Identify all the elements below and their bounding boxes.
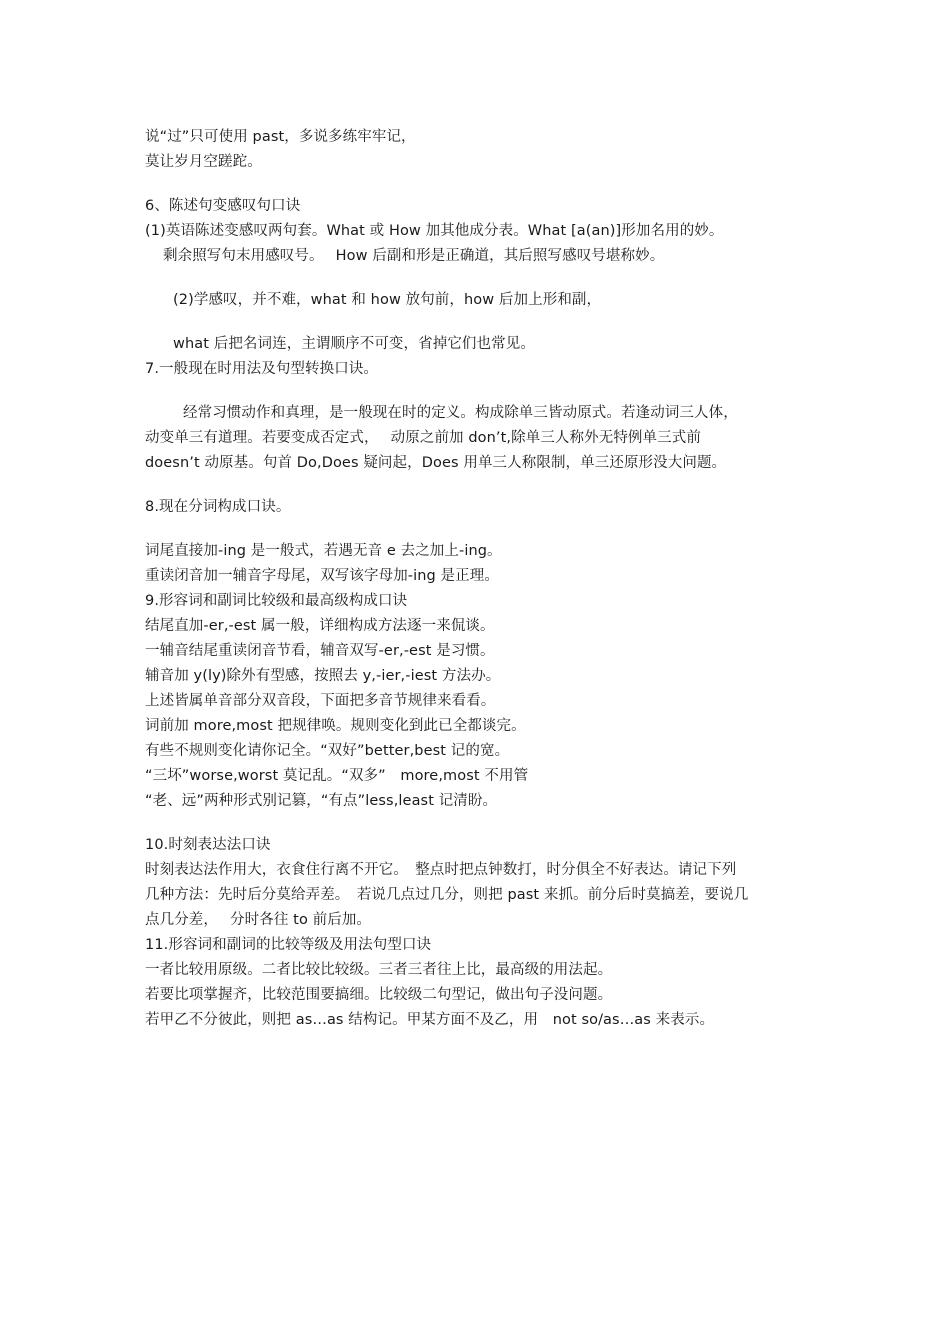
text-line-27: 点几分差， 分时各往 to 前后加。: [145, 912, 372, 928]
text-line-30: 若要比项掌握齐，比较范围要搞细。比较级二句型记，做出句子没问题。: [145, 987, 613, 1003]
text-line-18: 辅音加 y(ly)除外有型感，按照去 y,-ier,-iest 方法办。: [145, 668, 501, 684]
text-line-17: 一辅音结尾重读闭音节看，辅音双写-er,-est 是习惯。: [145, 643, 495, 659]
text-line-29: 一者比较用原级。二者比较比较级。三者三者往上比，最高级的用法起。: [145, 962, 613, 978]
text-line-20: 词前加 more,most 把规律唤。规则变化到此已全都谈完。: [145, 718, 526, 734]
text-line-10: 动变单三有道理。若要变成否定式， 动原之前加 don’t,除单三人称外无特例单三式前: [145, 430, 701, 446]
text-line-16: 结尾直加-er,-est 属一般，详细构成方法逐一来侃谈。: [145, 618, 495, 634]
section-heading-8: 8.现在分词构成口诀。: [145, 499, 291, 515]
section-heading-11: 11.形容词和副词的比较等级及用法句型口诀: [145, 937, 432, 953]
text-line-11: doesn’t 动原基。句首 Do,Does 疑问起，Does 用单三人称限制，单三还原形没大问题。: [145, 455, 727, 471]
text-line-23: “老、远”两种形式别记篡，“有点”less,least 记清盼。: [145, 793, 498, 809]
text-line-5: 剩余照写句末用感叹号。 How 后副和形是正确道，其后照写感叹号堪称妙。: [163, 248, 665, 264]
text-line-26: 几种方法：先时后分莫给弄差。 若说几点过几分，则把 past 来抓。前分后时莫搞差，要说几: [145, 887, 749, 903]
text-line-2: 莫让岁月空蹉跎。: [145, 154, 262, 170]
text-line-13: 词尾直接加-ing 是一般式，若遇无音 e 去之加上-ing。: [145, 543, 502, 559]
text-line-4: (1)英语陈述变感叹两句套。What 或 How 加其他成分表。What [a(an)]形加名用的妙。: [145, 223, 724, 239]
text-line-6: (2)学感叹，并不难，what 和 how 放句前，how 后加上形和副，: [173, 292, 602, 308]
text-line-19: 上述皆属单音部分双音段，下面把多音节规律来看看。: [145, 693, 496, 709]
section-heading-9: 9.形容词和副词比较级和最高级构成口诀: [145, 593, 408, 609]
text-line-25: 时刻表达法作用大，衣食住行离不开它。 整点时把点钟数打，时分俱全不好表达。请记下列: [145, 862, 737, 878]
text-line-14: 重读闭音加一辅音字母尾，双写该字母加-ing 是正理。: [145, 568, 499, 584]
section-heading-6: 6、陈述句变感叹句口诀: [145, 198, 301, 214]
text-line-31: 若甲乙不分彼此，则把 as…as 结构记。甲某方面不及乙，用 not so/as…as 来表示。: [145, 1012, 715, 1028]
section-heading-10: 10.时刻表达法口诀: [145, 837, 271, 853]
text-line-21: 有些不规则变化请你记全。“双好”better,best 记的宽。: [145, 743, 510, 759]
section-heading-7: 7.一般现在时用法及句型转换口诀。: [145, 361, 379, 377]
text-line-1: 说“过”只可使用 past，多说多练牢牢记，: [145, 129, 416, 145]
text-line-9: 经常习惯动作和真理，是一般现在时的定义。构成除单三皆动原式。若逢动词三人体，: [183, 405, 738, 421]
text-line-22: “三坏”worse,worst 莫记乱。“双多” more,most 不用管: [145, 768, 529, 784]
text-line-7: what 后把名词连，主谓顺序不可变，省掉它们也常见。: [173, 336, 535, 352]
